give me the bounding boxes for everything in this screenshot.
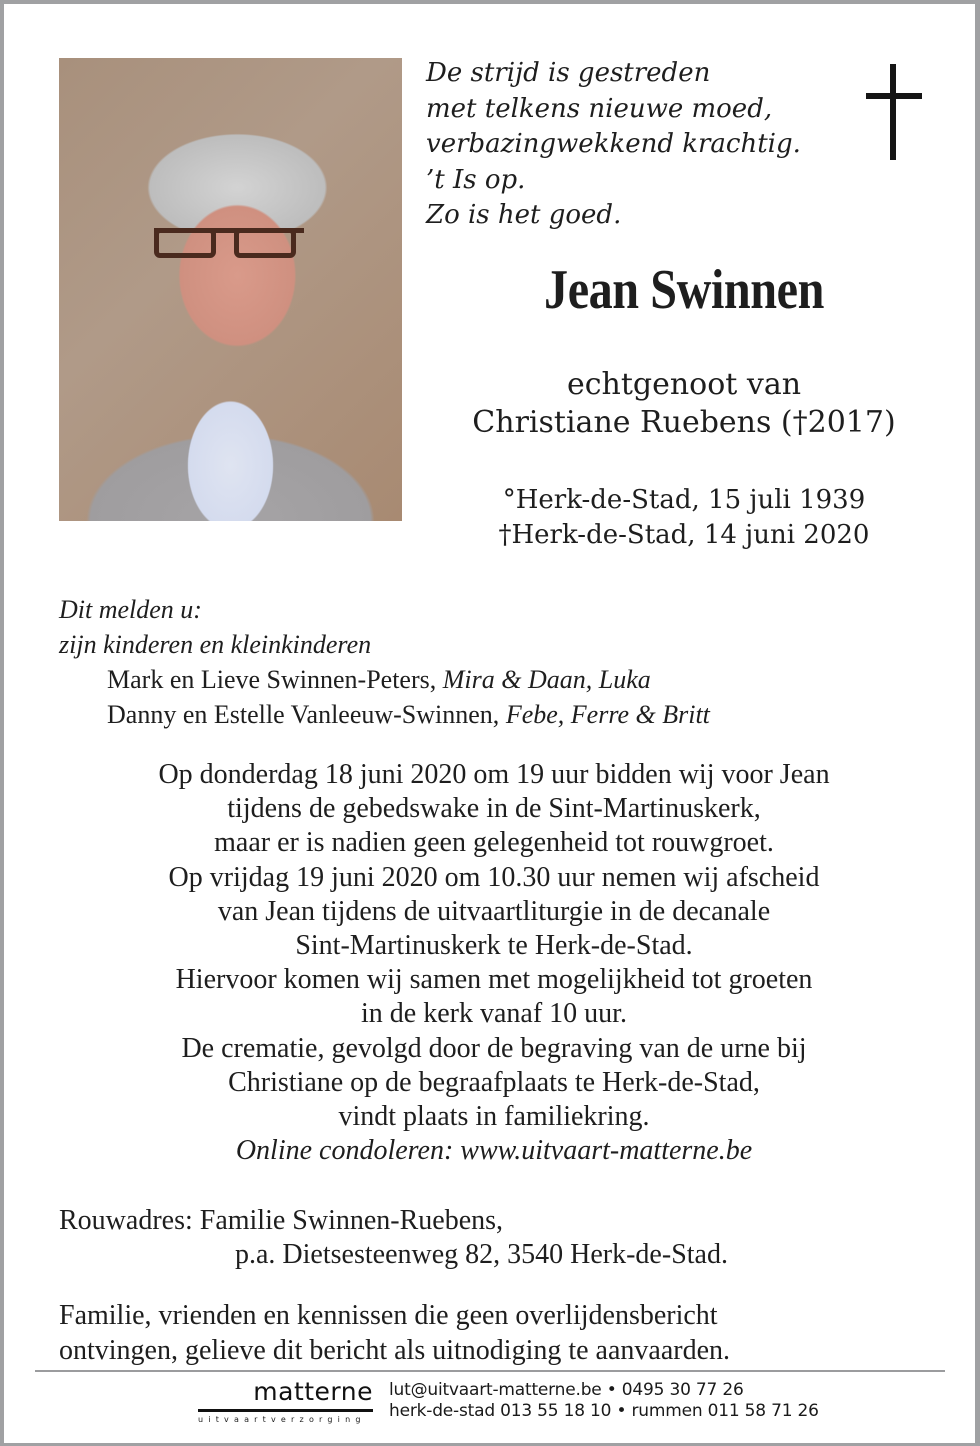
birth-date: °Herk-de-Stad, 15 juli 1939	[502, 485, 866, 515]
contact-email-phone[interactable]: lut@uitvaart-matterne.be • 0495 30 77 26	[389, 1380, 744, 1400]
portrait-photo	[59, 58, 402, 521]
address-line: Rouwadres: Familie Swinnen-Ruebens,	[59, 1205, 504, 1236]
obituary-card	[4, 4, 975, 1443]
ceremony-line: van Jean tijdens de uitvaartliturgie in de decanale	[217, 895, 771, 927]
logo-tagline: uitvaartverzorging	[198, 1415, 366, 1424]
poem	[426, 56, 801, 234]
glasses-detail	[154, 228, 304, 263]
deceased-name: Jean Swinnen	[544, 259, 824, 321]
death-date: †Herk-de-Stad, 14 juni 2020	[498, 520, 870, 550]
ceremony-line: Op vrijdag 19 juni 2020 om 10.30 uur nemen wij afscheid	[168, 861, 820, 893]
poem-line: verbazingwekkend krachtig.	[426, 129, 801, 159]
child-family	[59, 662, 710, 697]
mourning-address	[59, 1204, 728, 1272]
ceremony-line: in de kerk vanaf 10 uur.	[361, 998, 627, 1030]
ceremony-line: De crematie, gevolgd door de begraving van de urne bij	[181, 1032, 807, 1064]
ceremony-line: vindt plaats in familiekring.	[338, 1101, 650, 1133]
ceremony-line: maar er is nadien geen gelegenheid tot rouwgroet.	[214, 827, 774, 859]
grandchildren: Mira & Daan, Luka	[436, 665, 651, 694]
announcement-intro: Dit melden u:	[59, 595, 202, 624]
ceremony-line: tijdens de gebedswake in de Sint-Martinuskerk,	[227, 793, 761, 825]
child-parents: Mark en Lieve Swinnen-Peters,	[107, 665, 437, 694]
invite-line: ontvingen, gelieve dit bericht als uitnodiging te aanvaarden.	[59, 1335, 731, 1366]
family-label: zijn kinderen en kleinkinderen	[59, 630, 372, 659]
child-family	[59, 697, 710, 732]
ceremony-details	[39, 758, 949, 1168]
ceremony-line: Hiervoor komen wij samen met mogelijkheid tot groeten	[175, 964, 813, 996]
contact-info	[389, 1380, 819, 1422]
poem-line: met telkens nieuwe moed,	[426, 93, 773, 124]
address-line: p.a. Dietsesteenweg 82, 3540 Herk-de-Stad.	[235, 1239, 728, 1270]
ceremony-line: Op donderdag 18 juni 2020 om 19 uur bidden wij voor Jean	[158, 759, 830, 790]
life-dates	[424, 483, 944, 553]
poem-line: Zo is het goed.	[426, 200, 622, 230]
online-condolence-link[interactable]: Online condoleren: www.uitvaart-matterne.be	[235, 1135, 753, 1167]
ceremony-line: Christiane op de begraafplaats te Herk-de-Stad,	[228, 1066, 760, 1098]
logo-wordmark: matterne	[253, 1377, 373, 1406]
announcement	[59, 592, 710, 732]
child-parents: Danny en Estelle Vanleeuw-Swinnen,	[107, 700, 500, 729]
footer-divider	[35, 1370, 945, 1372]
cross-icon	[866, 64, 922, 160]
poem-line: ’t Is op.	[426, 164, 526, 195]
ceremony-line: Sint-Martinuskerk te Herk-de-Stad.	[295, 930, 693, 962]
matterne-logo	[198, 1378, 373, 1428]
contact-branches[interactable]: herk-de-stad 013 55 18 10 • rummen 011 58 71 26	[389, 1401, 819, 1421]
invitation-note	[59, 1298, 730, 1368]
poem-line: De strijd is gestreden	[426, 58, 711, 88]
logo-underline	[198, 1409, 373, 1412]
spouse-name: Christiane Ruebens (†2017)	[472, 405, 896, 440]
invite-line: Familie, vrienden en kennissen die geen overlijdensbericht	[59, 1300, 718, 1331]
grandchildren: Febe, Ferre & Britt	[499, 700, 710, 729]
spouse-block	[424, 366, 944, 442]
spouse-intro: echtgenoot van	[566, 367, 802, 402]
